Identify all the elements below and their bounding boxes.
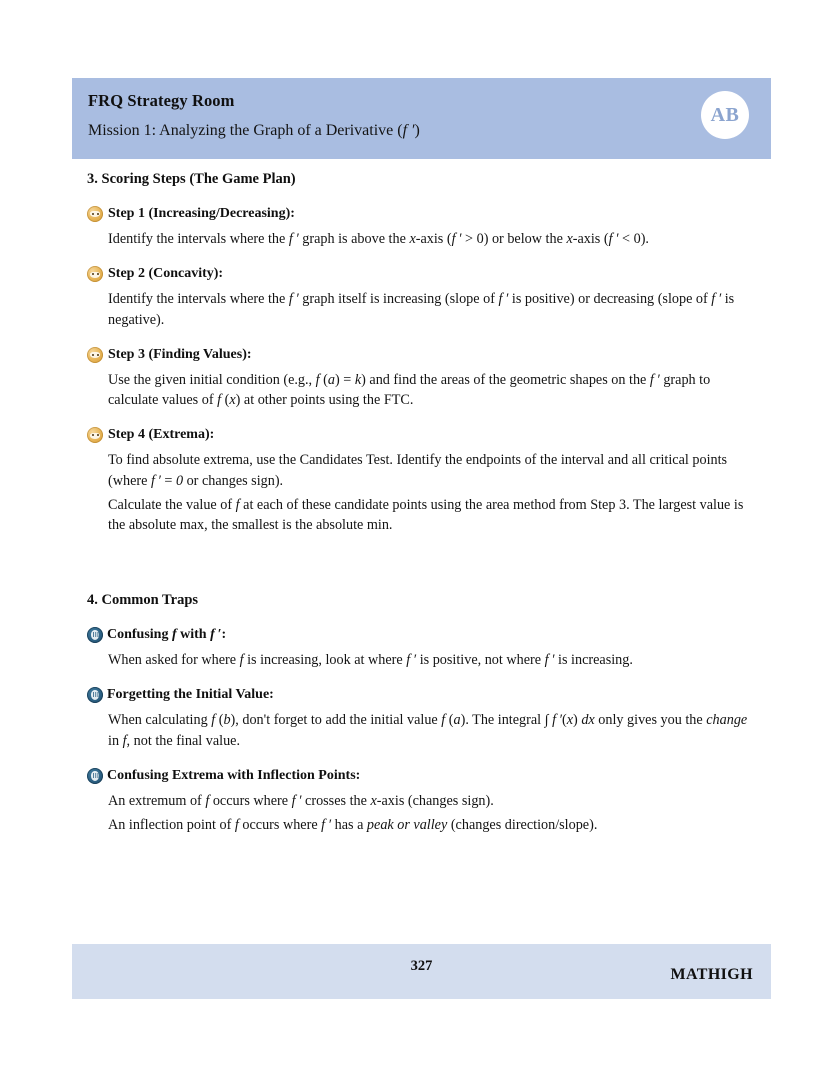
exam-level-badge: [701, 91, 749, 139]
trap-3-header: [87, 767, 759, 785]
step-4-line-1: To find absolute extrema, use the Candidates Test. Identify the endpoints of the interval and all critical points (where f ′ = 0 or changes sign).: [108, 452, 728, 489]
trap-1-line-1: When asked for where f is increasing, look at where f ′ is positive, not where f ′ is increasing.: [108, 652, 633, 669]
step-item-3: [87, 346, 759, 411]
section-scoring-steps: [87, 170, 759, 535]
page-content: [87, 170, 759, 835]
step-1-header: [87, 205, 759, 223]
lightbulb-face-icon: [87, 427, 103, 443]
trap-2-line-1: When calculating f (b), don't forget to add the initial value f (a). The integral ∫ f ′(x) dx only gives you the change in f, not the final value.: [108, 712, 748, 749]
section-heading-scoring-steps: 3. Scoring Steps (The Game Plan): [87, 171, 296, 187]
step-3-line-1: Use the given initial condition (e.g., f (a) = k) and find the areas of the geometric shapes on the f ′ graph to calculate values of f (x) at other points using the FTC.: [108, 371, 711, 409]
section-heading-common-traps: 4. Common Traps: [87, 592, 199, 608]
step-4-line-2: Calculate the value of f at each of these candidate points using the area method from Step 3. The largest value is the absolute max, the smallest is the absolute min.: [108, 496, 744, 533]
trap-item-2: [87, 686, 759, 751]
step-item-2: [87, 265, 759, 330]
trap-2-header: [87, 686, 759, 704]
section-common-traps: [87, 591, 759, 835]
trap-2-title: Forgetting the Initial Value:: [107, 687, 274, 703]
page-header-band: [72, 78, 771, 159]
trap-1-title: Confusing f with f ′:: [107, 626, 227, 642]
trap-1-header: [87, 626, 759, 644]
step-1-line-1: Identify the intervals where the f ′ graph is above the x-axis (f ′ > 0) or below the x-axis (f ′ < 0).: [108, 231, 649, 248]
lightbulb-face-icon: [87, 347, 103, 363]
step-2-header: [87, 265, 759, 283]
footer-brand: MATHIGH: [670, 966, 753, 983]
trap-3-line-2: An inflection point of f occurs where f ′ has a peak or valley (changes direction/slope).: [108, 817, 598, 834]
step-item-4: [87, 426, 759, 535]
step-item-1: [87, 205, 759, 249]
page-number: 327: [410, 958, 433, 974]
trap-item-3: [87, 767, 759, 836]
step-4-body: [108, 450, 759, 535]
step-4-title: Step 4 (Extrema):: [108, 427, 215, 443]
step-3-title: Step 3 (Finding Values):: [108, 346, 252, 362]
page-title: FRQ Strategy Room: [88, 91, 235, 110]
trap-3-line-1: An extremum of f occurs where f ′ crosses the x-axis (changes sign).: [108, 792, 494, 809]
trap-1-body: [108, 650, 759, 670]
subtitle-text-before: Mission 1: Analyzing the Graph of a Derivative (: [88, 121, 403, 139]
page-footer-band: [72, 944, 771, 999]
trap-3-title: Confusing Extrema with Inflection Points:: [107, 767, 361, 783]
warning-shield-icon: [87, 627, 103, 643]
trap-3-body: [108, 791, 759, 835]
step-3-header: [87, 346, 759, 364]
badge-label: AB: [710, 104, 740, 126]
header-text-group: [88, 91, 420, 140]
step-3-body: [108, 370, 759, 410]
lightbulb-face-icon: [87, 266, 103, 282]
step-1-body: [108, 229, 759, 249]
warning-shield-icon: [87, 687, 103, 703]
subtitle-text-after: ): [414, 121, 420, 139]
step-2-body: [108, 289, 759, 329]
subtitle-math-symbol: f ′: [402, 121, 415, 139]
step-2-title: Step 2 (Concavity):: [108, 266, 224, 282]
trap-item-1: [87, 626, 759, 670]
step-1-title: Step 1 (Increasing/Decreasing):: [108, 205, 295, 221]
trap-2-body: [108, 710, 759, 750]
step-2-line-1: Identify the intervals where the f ′ graph itself is increasing (slope of f ′ is positive) or decreasing (slope of f ′ is negative).: [108, 291, 735, 328]
warning-shield-icon: [87, 768, 103, 784]
lightbulb-face-icon: [87, 206, 103, 222]
step-4-header: [87, 426, 759, 444]
page-subtitle: [88, 121, 420, 140]
